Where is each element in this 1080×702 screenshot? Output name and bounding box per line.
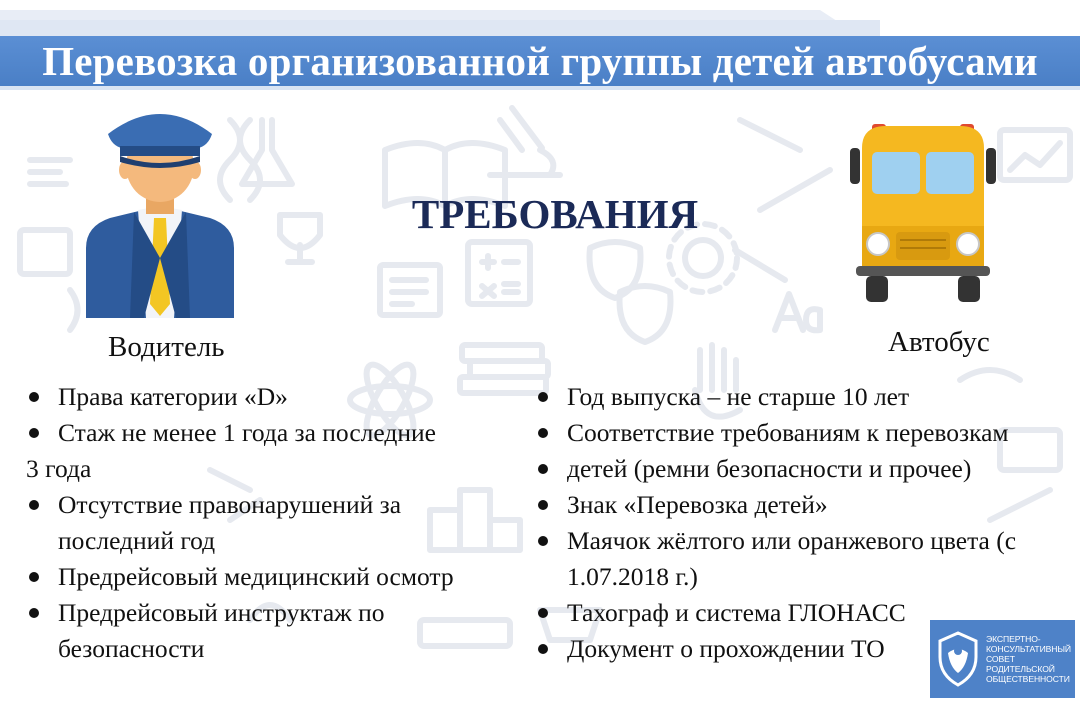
list-item: Стаж не менее 1 года за последние <box>26 415 516 451</box>
list-item-continuation: последний год <box>58 526 216 555</box>
list-item: Знак «Перевозка детей» <box>535 487 1055 523</box>
list-item: Отсутствие правонарушений за <box>26 487 516 523</box>
slide-title: Перевозка организованной группы детей автобусами <box>42 38 1038 84</box>
logo-line: КОНСУЛЬТАТИВНЫЙ <box>986 644 1071 654</box>
list-item: Соответствие требованиям к перевозкам <box>535 415 1055 451</box>
organization-logo <box>930 620 1075 698</box>
list-item: Предрейсовый медицинский осмотр <box>26 559 516 595</box>
top-decor-stripe <box>0 0 1080 36</box>
list-item-continuation: 3 года <box>26 454 92 483</box>
school-bus-icon <box>848 118 998 304</box>
list-item: Права категории «D» <box>26 379 516 415</box>
logo-line: ЭКСПЕРТНО- <box>986 634 1041 644</box>
shield-emblem-icon <box>936 631 980 687</box>
list-item: Маячок жёлтого или оранжевого цвета (с <box>535 523 1055 559</box>
logo-line: СОВЕТ <box>986 654 1015 664</box>
list-item-continuation: 1.07.2018 г.) <box>567 562 698 591</box>
bus-label: Автобус <box>888 326 990 358</box>
driver-requirements-list <box>26 379 516 667</box>
title-bar <box>0 36 1080 86</box>
logo-line: ОБЩЕСТВЕННОСТИ <box>986 674 1070 684</box>
list-item: детей (ремни безопасности и прочее) <box>535 451 1055 487</box>
list-item: Документ о прохождении ТО <box>535 631 1055 667</box>
list-item-continuation: безопасности <box>58 634 205 663</box>
logo-text <box>986 634 1071 684</box>
requirements-heading: ТРЕБОВАНИЯ <box>411 191 699 237</box>
list-item: Предрейсовый инструктаж по <box>26 595 516 631</box>
logo-line: РОДИТЕЛЬСКОЙ <box>986 664 1055 674</box>
list-item: Год выпуска – не старше 10 лет <box>535 379 1055 415</box>
title-bar-underline <box>0 86 1080 90</box>
driver-label: Водитель <box>108 331 225 363</box>
bus-driver-icon <box>82 108 238 318</box>
list-item: Тахограф и система ГЛОНАСС <box>535 595 1055 631</box>
